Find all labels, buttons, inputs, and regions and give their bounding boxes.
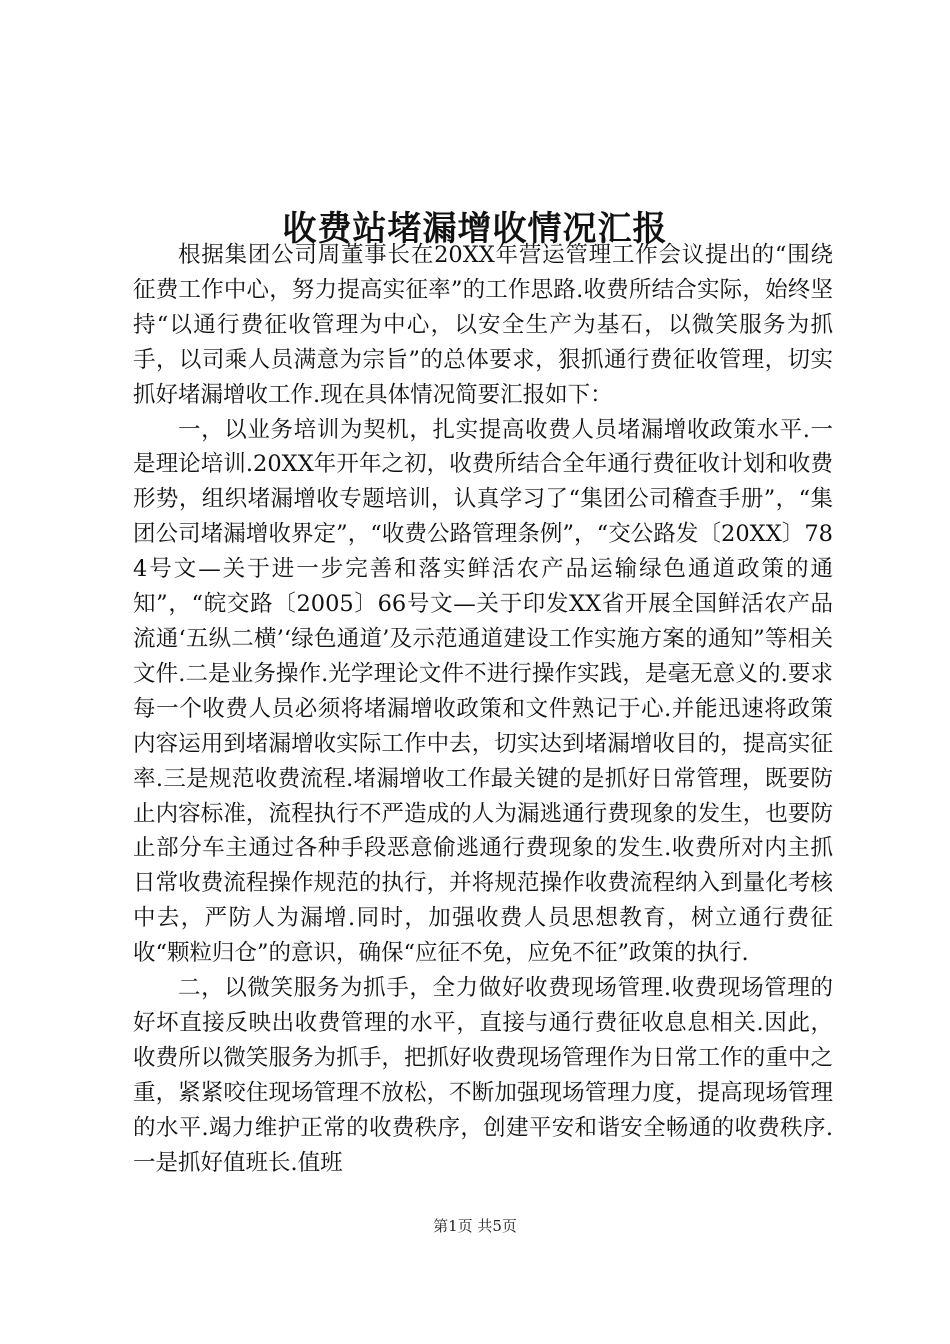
paragraph-intro: 根据集团公司周董事长在20XX年营运管理工作会议提出的“围绕征费工作中心，努力提高实征率”的工作思路.收费所结合实际，始终坚持“以通行费征收管理为中心，以安全生产为基石，以微笑服务为抓手，以司乘人员满意为宗旨”的总体要求，狠抓通行费征收管理，切实抓好堵漏增收工作.现在具体情况简要汇报如下： (133, 242, 833, 408)
page-footer: 第1页 共5页 (433, 1217, 517, 1235)
document-title: 收费站堵漏增收情况汇报 (282, 208, 668, 249)
paragraph-section-1: 一，以业务培训为契机，扎实提高收费人员堵漏增收政策水平.一是理论培训.20XX年开年之初，收费所结合全年通行费征收计划和收费形势，组织堵漏增收专题培训，认真学习了“集团公司稽查手册”，“集团公司堵漏增收界定”，“收费公路管理条例”，“交公路发〔20XX〕784号文—关于进一步完善和落实鲜活农产品运输绿色通道政策的通知”，“皖交路〔2005〕66号文—关于印发XX省开展全国鲜活农产品流通‘五纵二横’‘绿色通道’及示范通道建设工作实施方案的通知”等相关文件.二是业务操作.光学理论文件不进行操作实践，是毫无意义的.要求每一个收费人员必须将堵漏增收政策和文件熟记于心.并能迅速将政策内容运用到堵漏增收实际工作中去，切实达到堵漏增收目的，提高实征率.三是规范收费流程.堵漏增收工作最关键的是抓好日常管理，既要防止内容标准，流程执行不严造成的人为漏逃通行费现象的发生，也要防止部分车主通过各种手段恶意偷逃通行费现象的发生.收费所对内主抓日常收费流程操作规范的执行，并将规范操作收费流程纳入到量化考核中去，严防人为漏增.同时，加强收费人员思想教育，树立通行费征收“颗粒归仓”的意识，确保“应征不免，应免不征”政策的执行. (133, 416, 833, 967)
document-body (133, 238, 833, 1180)
paragraph-section-2: 二，以微笑服务为抓手，全力做好收费现场管理.收费现场管理的好坏直接反映出收费管理的水平，直接与通行费征收息息相关.因此，收费所以微笑服务为抓手，把抓好收费现场管理作为日常工作的重中之重，紧紧咬住现场管理不放松，不断加强现场管理力度，提高现场管理的水平.竭力维护正常的收费秩序，创建平安和谐安全畅通的收费秩序.一是抓好值班长.值班 (133, 975, 833, 1176)
